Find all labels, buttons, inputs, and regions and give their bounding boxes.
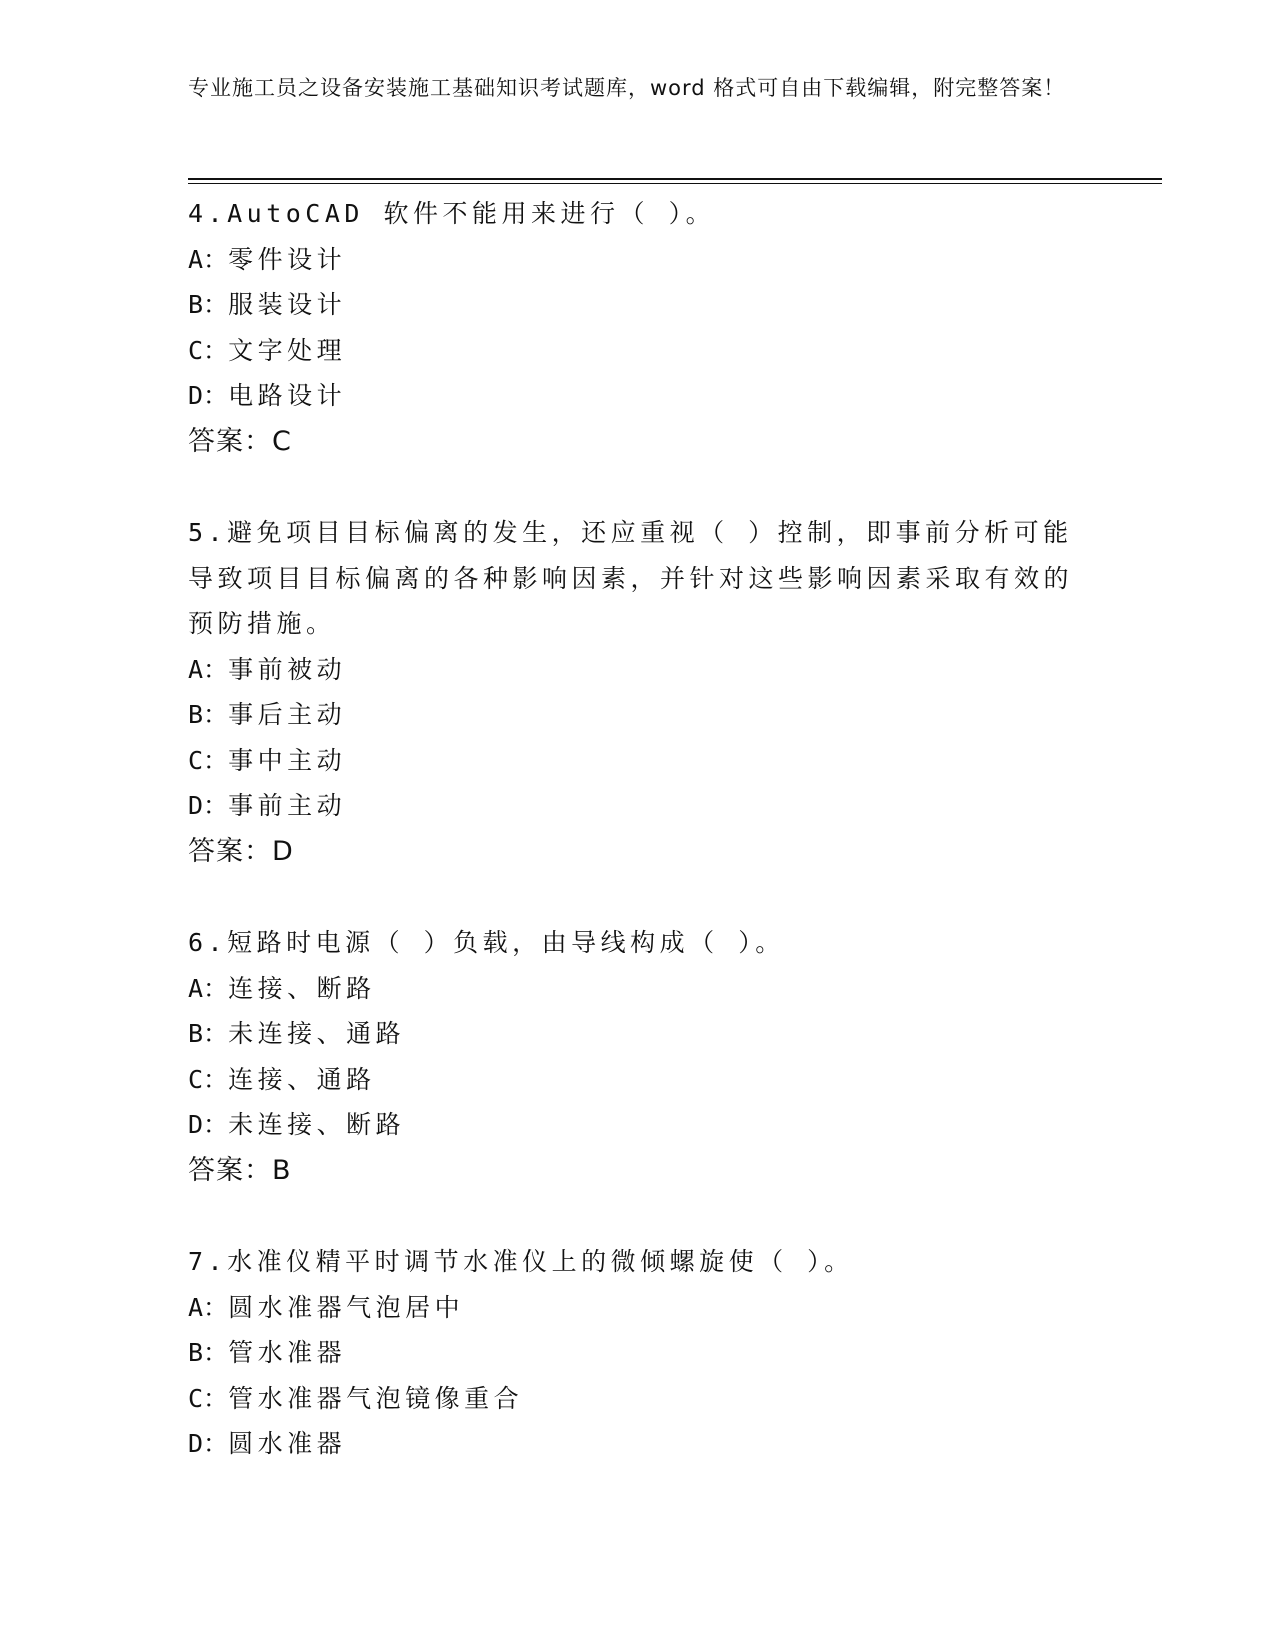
- option-key: A：: [188, 1292, 229, 1322]
- option-key: D：: [188, 1110, 229, 1139]
- option-key: A：: [188, 654, 229, 684]
- option-text: 管水准器: [228, 1338, 347, 1367]
- option-key: B：: [188, 1338, 229, 1367]
- option-c: [188, 1376, 1088, 1422]
- option-text: 事前主动: [228, 791, 347, 820]
- option-c: [188, 328, 1088, 374]
- question-list: [188, 191, 1088, 1513]
- option-d: [188, 1102, 1088, 1148]
- option-text: 事前被动: [228, 654, 347, 684]
- option-text: 未连接、断路: [228, 1110, 406, 1139]
- option-a: [188, 1285, 1088, 1331]
- question-block: [188, 191, 1088, 464]
- option-a: [188, 237, 1088, 283]
- option-d: [188, 783, 1088, 829]
- header-rule-thick: [188, 178, 1162, 180]
- question-block: [188, 1239, 1088, 1467]
- option-text: 事中主动: [228, 745, 347, 775]
- option-key: C：: [188, 1064, 229, 1094]
- option-text: 连接、通路: [228, 1064, 376, 1094]
- option-text: 管水准器气泡镜像重合: [228, 1383, 524, 1413]
- question-block: [188, 920, 1088, 1193]
- option-a: [188, 647, 1088, 693]
- option-b: [188, 1011, 1088, 1057]
- option-key: C：: [188, 335, 229, 365]
- option-key: D：: [188, 791, 229, 820]
- question-stem: 6.短路时电源（ ）负载，由导线构成（ ）。: [188, 928, 785, 957]
- answer-line: 答案：B: [188, 1154, 292, 1186]
- option-text: 连接、断路: [228, 973, 376, 1003]
- option-key: C：: [188, 1383, 229, 1413]
- option-text: 圆水准器: [228, 1429, 347, 1458]
- option-text: 零件设计: [228, 244, 347, 274]
- option-a: [188, 966, 1088, 1012]
- option-key: B：: [188, 700, 229, 729]
- option-c: [188, 738, 1088, 784]
- option-b: [188, 282, 1088, 328]
- option-key: D：: [188, 1429, 229, 1458]
- option-key: B：: [188, 1019, 229, 1048]
- option-b: [188, 1330, 1088, 1376]
- question-block: [188, 510, 1088, 874]
- option-text: 服装设计: [228, 290, 347, 319]
- option-text: 文字处理: [228, 335, 347, 365]
- answer-line: 答案：D: [188, 835, 294, 867]
- option-key: A：: [188, 244, 229, 274]
- header-rule-thin: [188, 183, 1162, 184]
- option-text: 圆水准器气泡居中: [228, 1292, 465, 1322]
- document-header: 专业施工员之设备安装施工基础知识考试题库，word 格式可自由下载编辑，附完整答案！: [188, 76, 1066, 100]
- option-text: 未连接、通路: [228, 1019, 406, 1048]
- option-key: D：: [188, 381, 229, 410]
- option-c: [188, 1057, 1088, 1103]
- option-d: [188, 373, 1088, 419]
- answer-line: 答案：C: [188, 425, 292, 457]
- option-text: 事后主动: [228, 700, 347, 729]
- option-text: 电路设计: [228, 381, 347, 410]
- option-d: [188, 1421, 1088, 1467]
- option-key: A：: [188, 973, 229, 1003]
- option-key: C：: [188, 745, 229, 775]
- option-b: [188, 692, 1088, 738]
- option-key: B：: [188, 290, 229, 319]
- question-stem: 4.AutoCAD 软件不能用来进行（ ）。: [188, 199, 716, 228]
- question-stem: 7.水准仪精平时调节水准仪上的微倾螺旋使（ ）。: [188, 1247, 854, 1276]
- question-stem: 5.避免项目目标偏离的发生，还应重视（ ）控制，即事前分析可能导致项目目标偏离的各种影响因素，并针对这些影响因素采取有效的预防措施。: [188, 518, 1074, 638]
